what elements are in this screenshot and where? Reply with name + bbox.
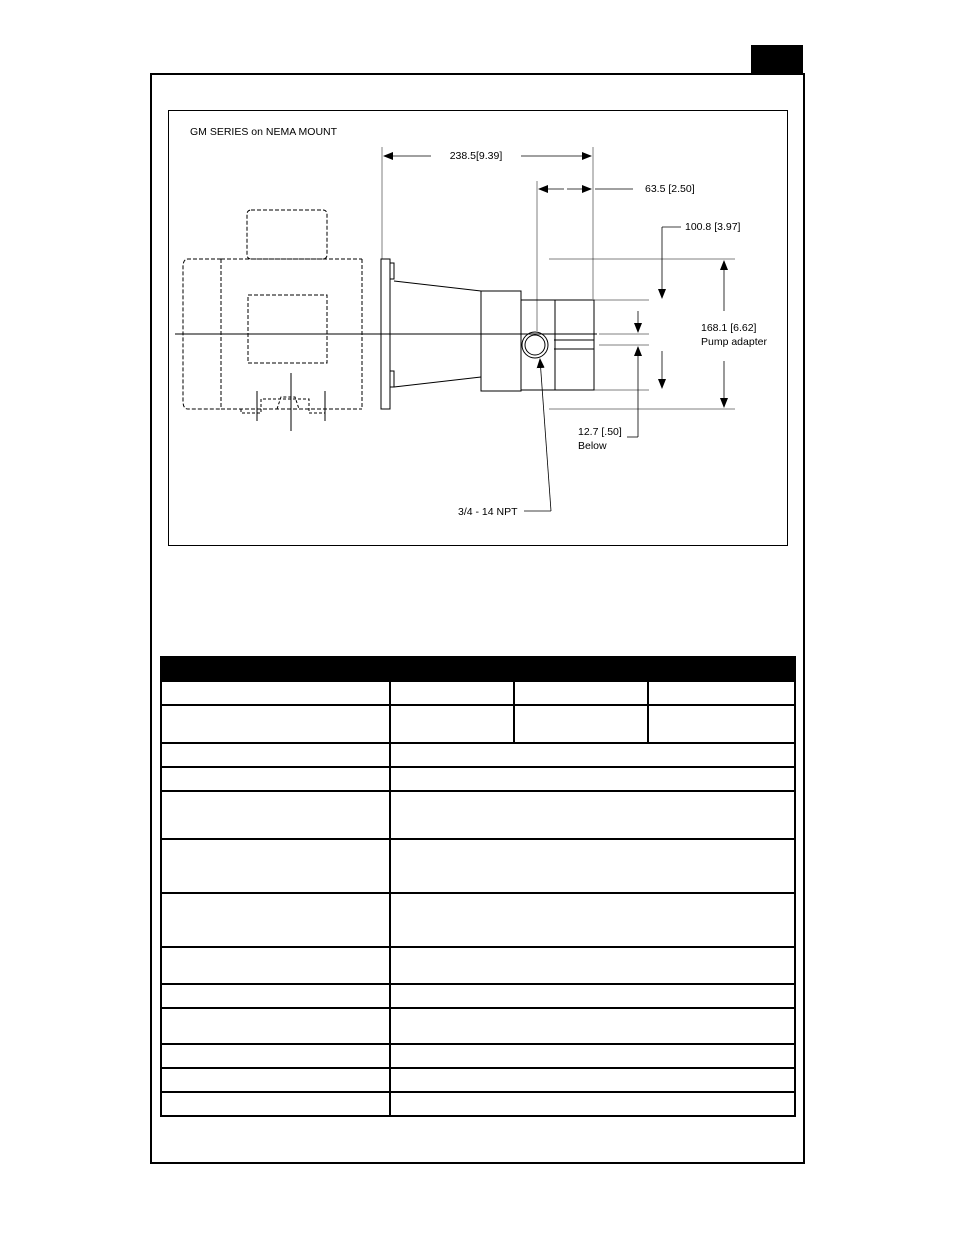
table-cell (390, 947, 795, 984)
table-cell (161, 767, 390, 791)
table-cell (390, 791, 795, 839)
table-cell (161, 1008, 390, 1044)
dim-overall-length (384, 150, 591, 162)
spec-table-header (161, 657, 795, 681)
overall-length-label: 238.5[9.39] (449, 150, 503, 162)
table-cell (390, 1092, 795, 1116)
port-thread-label: 3/4 - 14 NPT (458, 506, 518, 518)
table-row (161, 791, 795, 839)
table-cell (161, 681, 390, 705)
dimension-drawing (168, 110, 788, 546)
table-cell (390, 743, 795, 767)
table-row (161, 1044, 795, 1068)
table-cell (161, 791, 390, 839)
table-row (161, 839, 795, 893)
table-cell (514, 705, 648, 743)
dim-centerline-height (662, 221, 741, 388)
table-row (161, 681, 795, 705)
table-cell (648, 705, 795, 743)
table-cell (390, 1044, 795, 1068)
centerline-height-label: 100.8 [3.97] (685, 221, 741, 233)
table-cell (161, 893, 390, 947)
table-cell (161, 1068, 390, 1092)
table-cell (161, 947, 390, 984)
pump-motor-diagram (169, 111, 787, 545)
table-cell (390, 767, 795, 791)
table-row (161, 767, 795, 791)
dim-port-offset (539, 183, 695, 195)
table-cell (390, 681, 514, 705)
table-row (161, 743, 795, 767)
table-cell (161, 743, 390, 767)
table-cell (161, 1092, 390, 1116)
below-offset-label: 12.7 [.50] (578, 426, 622, 438)
page-corner-tab (751, 45, 803, 74)
table-cell (390, 1008, 795, 1044)
port-offset-label: 63.5 [2.50] (645, 183, 695, 195)
pump-head (521, 300, 594, 390)
table-row (161, 893, 795, 947)
table-cell (648, 681, 795, 705)
table-cell (161, 705, 390, 743)
table-cell (514, 681, 648, 705)
table-cell (390, 1068, 795, 1092)
table-cell (161, 839, 390, 893)
drawing-title: GM SERIES on NEMA MOUNT (190, 126, 338, 138)
table-cell (390, 893, 795, 947)
table-cell (390, 839, 795, 893)
table-cell (390, 705, 514, 743)
dim-below-offset (578, 311, 638, 452)
table-cell (390, 984, 795, 1008)
adapter-height-label: 168.1 [6.62] (701, 322, 757, 334)
table-cell (161, 1044, 390, 1068)
pump-adapter (394, 281, 521, 391)
table-row (161, 984, 795, 1008)
table-row (161, 1092, 795, 1116)
dim-adapter-height (701, 261, 767, 407)
adapter-height-sublabel: Pump adapter (701, 336, 767, 348)
spec-table-header-cell (161, 657, 795, 681)
motor-body (183, 210, 362, 431)
table-row (161, 1068, 795, 1092)
dim-port-thread (458, 359, 551, 518)
table-row (161, 1008, 795, 1044)
spec-table (160, 656, 796, 1117)
table-cell (161, 984, 390, 1008)
table-row (161, 947, 795, 984)
table-row (161, 705, 795, 743)
below-offset-sublabel: Below (578, 440, 607, 452)
